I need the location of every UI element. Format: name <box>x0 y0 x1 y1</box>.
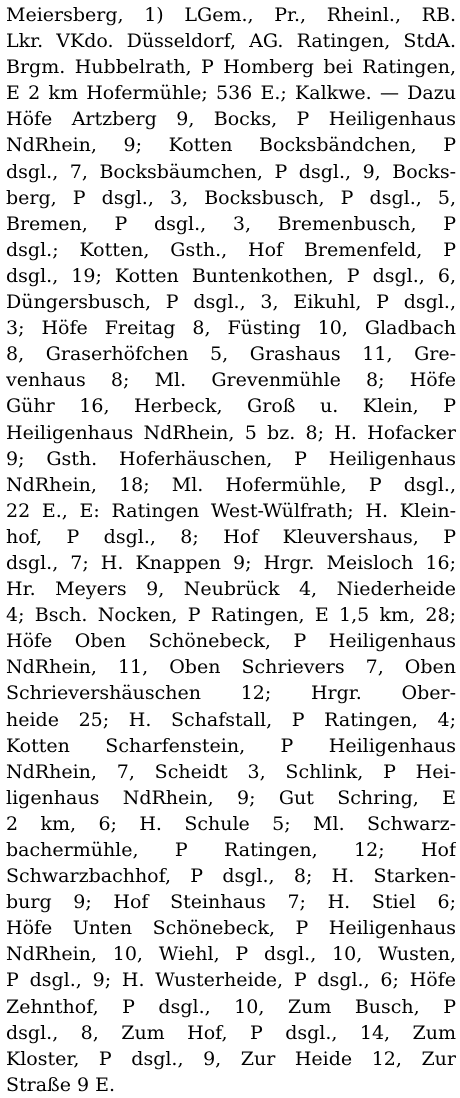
entry-line: dsgl., 7, Bocksbäumchen, P dsgl., 9, Bocks- <box>6 160 456 183</box>
entry-line: bachermühle, P Ratingen, 12; Hof <box>6 839 456 861</box>
entry-line: Höfe Unten Schönebeck, P Heiligenhaus <box>6 917 456 940</box>
entry-line: Lkr. VKdo. Düsseldorf, AG. Ratingen, StdA. <box>6 30 456 53</box>
entry-line: dsgl., 8, Zum Hof, P dsgl., 14, Zum <box>6 1021 456 1044</box>
entry-line: NdRhein, 10, Wiehl, P dsgl., 10, Wusten, <box>6 943 456 966</box>
entry-line: Straße 9 E. <box>6 1073 116 1096</box>
entry-line: berg, P dsgl., 3, Bocksbusch, P dsgl., 5, <box>6 186 456 209</box>
entry-line: hof, P dsgl., 8; Hof Kleuvershaus, P <box>6 525 456 548</box>
entry-line: venhaus 8; Ml. Grevenmühle 8; Höfe <box>6 369 456 392</box>
entry-line: 8, Graserhöfchen 5, Grashaus 11, Gre- <box>6 343 456 366</box>
entry-line: NdRhein, 7, Scheidt 3, Schlink, P Hei- <box>6 760 456 783</box>
entry-line: Heiligenhaus NdRhein, 5 bz. 8; H. Hofacker <box>6 421 456 444</box>
entry-meiersberg <box>6 2 456 1098</box>
entry-line: Kloster, P dsgl., 9, Zur Heide 12, Zur <box>6 1047 456 1070</box>
entry-line: Gühr 16, Herbeck, Groß u. Klein, P <box>6 395 456 418</box>
entry-line: Zehnthof, P dsgl., 10, Zum Busch, P <box>6 995 456 1018</box>
entry-line: dsgl.; Kotten, Gsth., Hof Bremenfeld, P <box>6 238 456 261</box>
entry-line: Schrievershäuschen 12; Hrgr. Ober- <box>6 682 456 705</box>
entry-line: Höfe Artzberg 9, Bocks, P Heiligenhaus <box>6 108 456 131</box>
entry-line: Hr. Meyers 9, Neubrück 4, Niederheide <box>6 578 456 601</box>
entry-line: NdRhein, 18; Ml. Hofermühle, P dsgl., <box>6 473 456 496</box>
entry-line: 9; Gsth. Hoferhäuschen, P Heiligenhaus <box>6 447 456 470</box>
entry-line: NdRhein, 9; Kotten Bocksbändchen, P <box>6 134 456 157</box>
entry-line: P dsgl., 9; H. Wusterheide, P dsgl., 6; Höfe <box>6 969 456 992</box>
entry-line: Meiersberg, 1) LGem., Pr., Rheinl., RB. <box>6 4 456 26</box>
entry-line: heide 25; H. Schafstall, P Ratingen, 4; <box>6 708 456 731</box>
entry-line: Düngersbusch, P dsgl., 3, Eikuhl, P dsgl., <box>6 291 456 314</box>
entry-line: dsgl., 19; Kotten Buntenkothen, P dsgl., 6, <box>6 264 456 287</box>
entry-line: E 2 km Hofermühle; 536 E.; Kalkwe. — Dazu <box>6 82 456 105</box>
entry-line: burg 9; Hof Steinhaus 7; H. Stiel 6; <box>6 891 456 914</box>
entry-line: Brgm. Hubbelrath, P Homberg bei Ratingen, <box>6 56 456 79</box>
entry-line: 4; Bsch. Nocken, P Ratingen, E 1,5 km, 28; <box>6 604 456 627</box>
entry-line: Höfe Oben Schönebeck, P Heiligenhaus <box>6 630 456 653</box>
entry-line: NdRhein, 11, Oben Schrievers 7, Oben <box>6 656 456 679</box>
entry-line: 3; Höfe Freitag 8, Füsting 10, Gladbach <box>6 317 456 340</box>
entry-line: Bremen, P dsgl., 3, Bremenbusch, P <box>6 212 456 235</box>
entry-line: 22 E., E: Ratingen West-Wülfrath; H. Klein- <box>6 499 456 522</box>
entry-line: 2 km, 6; H. Schule 5; Ml. Schwarz- <box>6 812 456 835</box>
entry-line: Kotten Scharfenstein, P Heiligenhaus <box>6 734 456 757</box>
entry-line: dsgl., 7; H. Knappen 9; Hrgr. Meisloch 16; <box>6 551 456 574</box>
entry-line: ligenhaus NdRhein, 9; Gut Schring, E <box>6 786 456 809</box>
entry-line: Schwarzbachhof, P dsgl., 8; H. Starken- <box>6 865 456 888</box>
